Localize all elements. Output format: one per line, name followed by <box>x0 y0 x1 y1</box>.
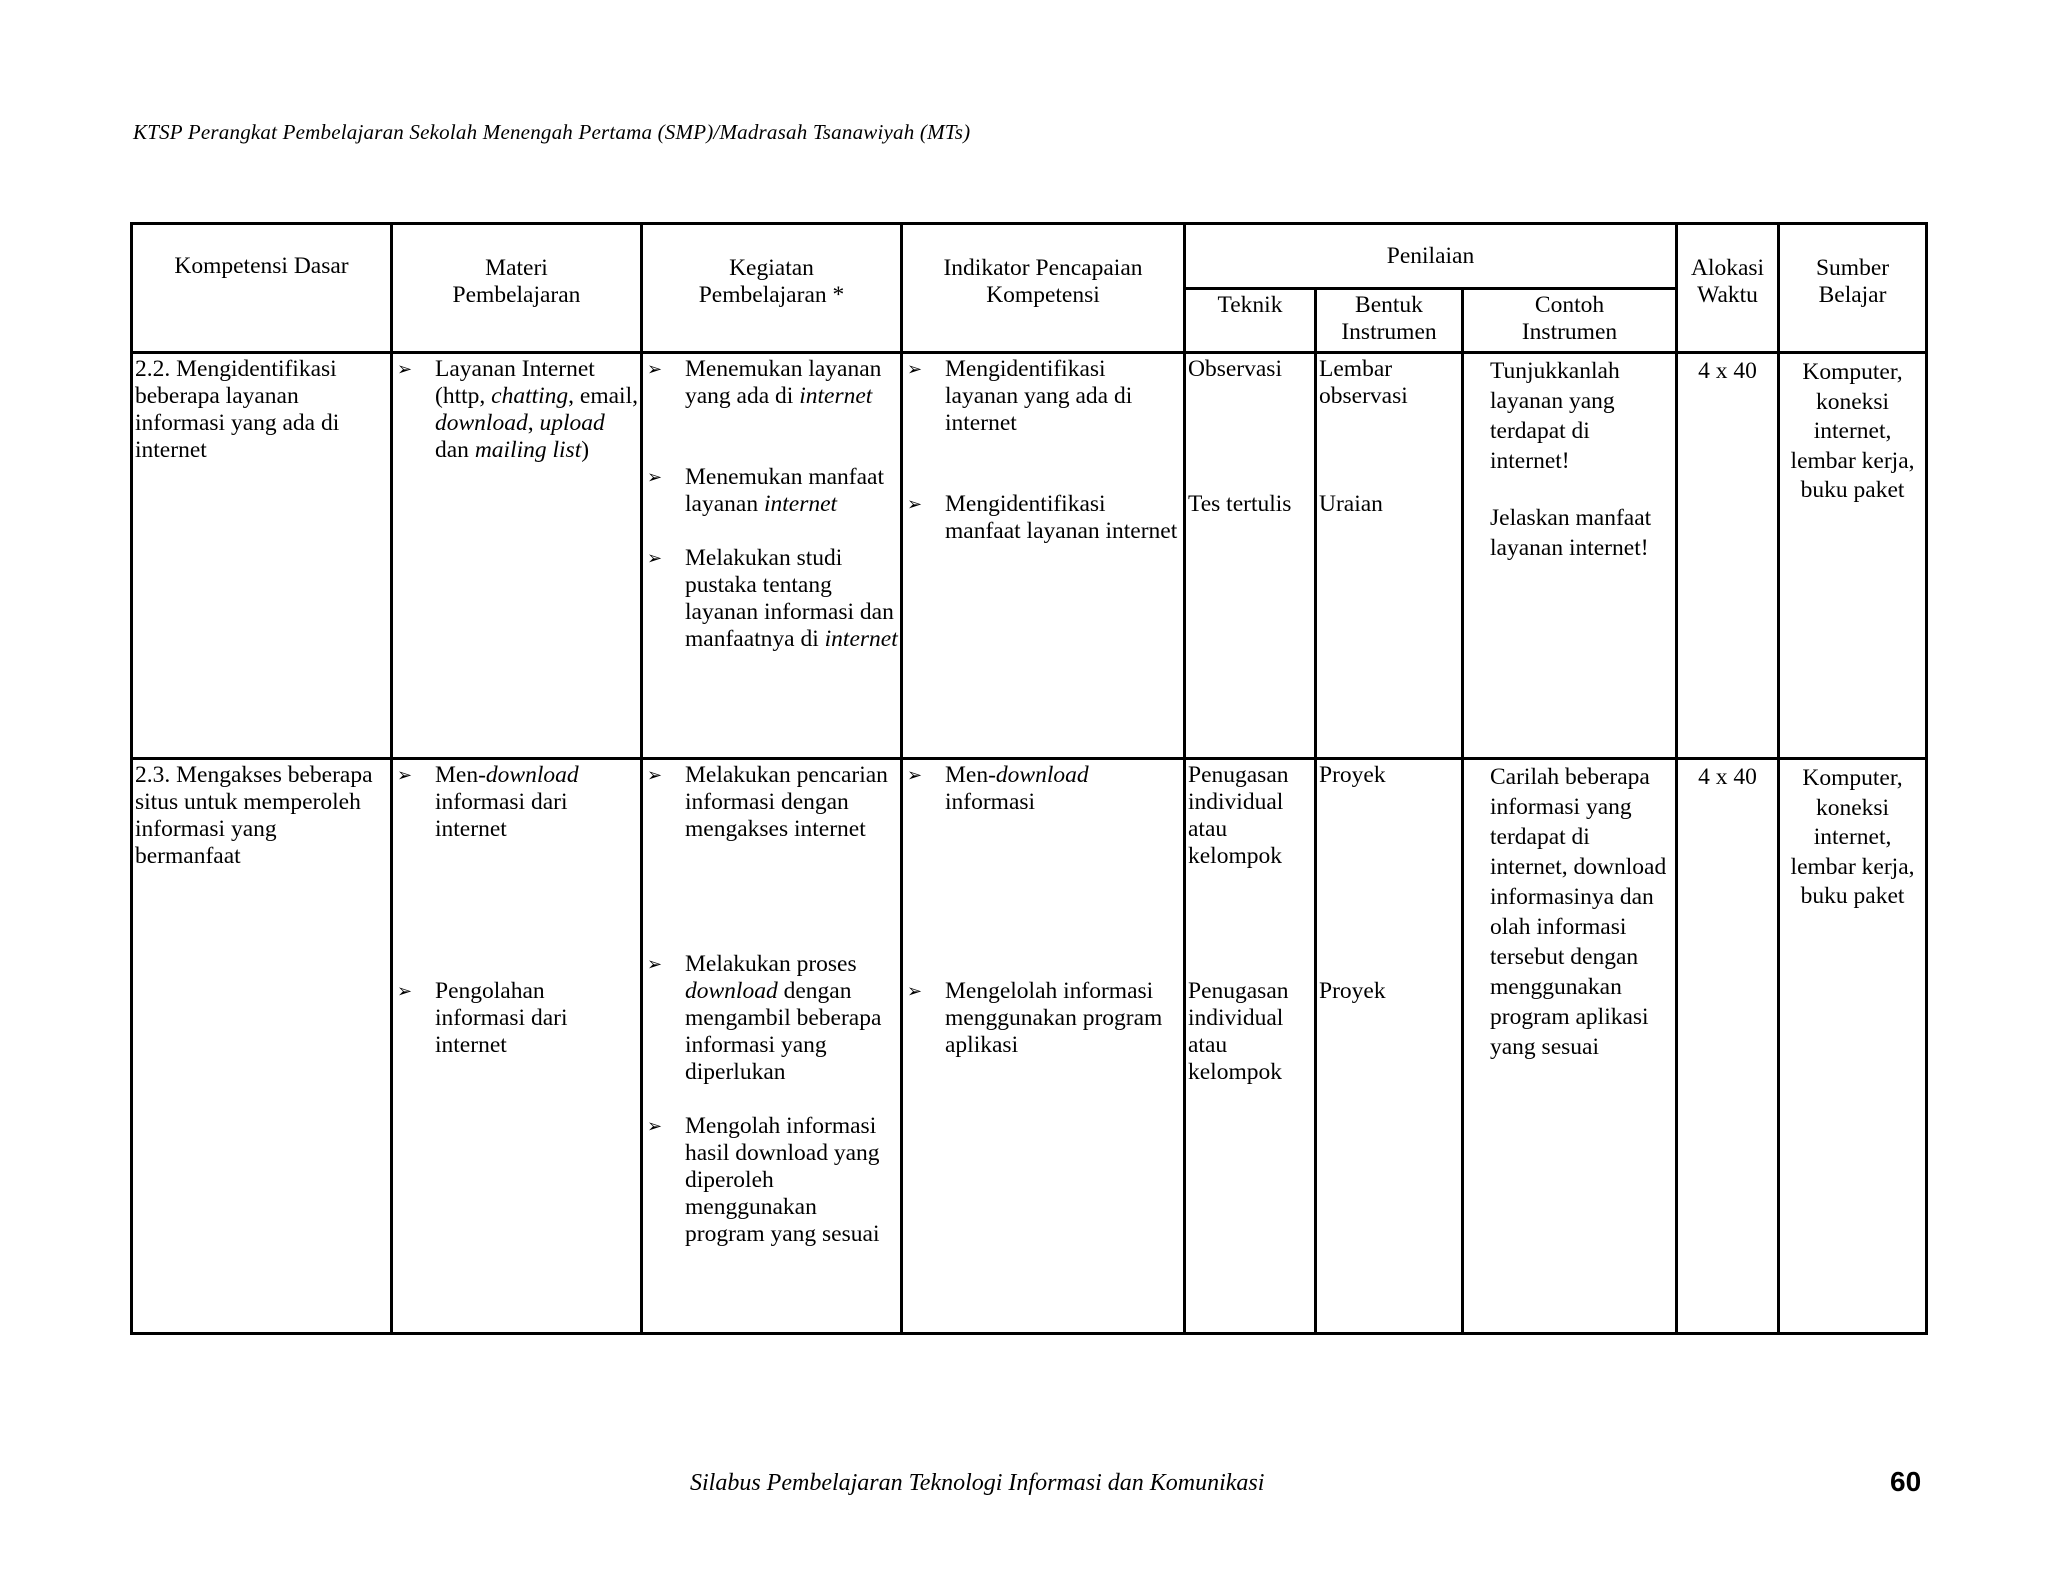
kegiatan-cell <box>642 759 902 1334</box>
bentuk-cell: Proyek Proyek <box>1316 759 1463 1334</box>
kompetensi-dasar-cell: 2.2. Mengidentifikasi beberapa layanan informasi yang ada di internet <box>132 353 392 759</box>
list-item: ➢ Layanan Internet (http, chatting, email, download, upload dan mailing list) <box>397 356 638 463</box>
list-item: ➢ Menemukan manfaat layanan internet <box>647 464 885 517</box>
sumber-cell: Komputer, koneksi internet, lembar kerja, buku paket <box>1779 353 1927 759</box>
header-materi: Materi Pembelajaran <box>392 224 642 353</box>
arrow-bullet-icon: ➢ <box>397 359 413 379</box>
arrow-bullet-icon: ➢ <box>647 954 663 974</box>
materi-cell <box>392 759 642 1334</box>
table-row <box>132 353 1927 759</box>
header-penilaian: Penilaian <box>1185 224 1677 289</box>
list-item: ➢ Mengolah informasi hasil download yang diperoleh menggunakan program yang sesuai <box>647 1113 880 1247</box>
list-item: ➢ Mengelolah informasi menggunakan program aplikasi <box>907 978 1163 1058</box>
contoh-cell: Tunjukkanlah layanan yang terdapat di internet! Jelaskan manfaat layanan internet! <box>1463 353 1677 759</box>
footer-title: Silabus Pembelajaran Teknologi Informasi dan Komunikasi <box>690 1470 1265 1496</box>
table-row <box>132 759 1927 1334</box>
list-item: ➢ Mengidentifikasi layanan yang ada di internet <box>907 356 1133 436</box>
alokasi-cell: 4 x 40 <box>1677 759 1779 1334</box>
sumber-cell: Komputer, koneksi internet, lembar kerja, buku paket <box>1779 759 1927 1334</box>
arrow-bullet-icon: ➢ <box>907 359 923 379</box>
list-item: ➢ Men-download informasi dari internet <box>397 762 579 842</box>
header-teknik: Teknik <box>1185 289 1316 353</box>
page-number: 60 <box>1890 1466 1922 1497</box>
list-item: ➢ Melakukan proses download dengan mengambil beberapa informasi yang diperlukan <box>647 951 882 1085</box>
header-indikator: Indikator Pencapaian Kompetensi <box>902 224 1185 353</box>
header-contoh: Contoh Instrumen <box>1463 289 1677 353</box>
arrow-bullet-icon: ➢ <box>647 548 663 568</box>
arrow-bullet-icon: ➢ <box>647 1116 663 1136</box>
header-sumber: Sumber Belajar <box>1779 224 1927 353</box>
list-item: ➢ Pengolahan informasi dari internet <box>397 978 568 1058</box>
list-item: ➢ Men-download informasi <box>907 762 1089 815</box>
alokasi-cell: 4 x 40 <box>1677 353 1779 759</box>
list-item: ➢ Menemukan layanan yang ada di internet <box>647 356 882 409</box>
arrow-bullet-icon: ➢ <box>397 981 413 1001</box>
teknik-cell: Penugasan individual atau kelompok Penugasan individual atau kelompok <box>1185 759 1316 1334</box>
arrow-bullet-icon: ➢ <box>647 359 663 379</box>
header-kompetensi-dasar: Kompetensi Dasar <box>132 224 392 353</box>
syllabus-table <box>130 222 1928 1335</box>
kegiatan-cell <box>642 353 902 759</box>
header-alokasi: Alokasi Waktu <box>1677 224 1779 353</box>
materi-cell <box>392 353 642 759</box>
arrow-bullet-icon: ➢ <box>647 467 663 487</box>
arrow-bullet-icon: ➢ <box>647 765 663 785</box>
bentuk-cell: Lembar observasi Uraian <box>1316 353 1463 759</box>
kompetensi-dasar-cell: 2.3. Mengakses beberapa situs untuk memperoleh informasi yang bermanfaat <box>132 759 392 1334</box>
running-header: KTSP Perangkat Pembelajaran Sekolah Menengah Pertama (SMP)/Madrasah Tsanawiyah (MTs) <box>133 120 971 144</box>
list-item: ➢ Melakukan pencarian informasi dengan mengakses internet <box>647 762 888 842</box>
arrow-bullet-icon: ➢ <box>907 981 923 1001</box>
contoh-cell: Carilah beberapa informasi yang terdapat di internet, download informasinya dan olah informasi tersebut dengan menggunakan program aplikasi yang sesuai <box>1463 759 1677 1334</box>
indikator-cell <box>902 759 1185 1334</box>
arrow-bullet-icon: ➢ <box>907 494 923 514</box>
list-item: ➢ Melakukan studi pustaka tentang layanan informasi dan manfaatnya di internet <box>647 545 898 652</box>
arrow-bullet-icon: ➢ <box>397 765 413 785</box>
arrow-bullet-icon: ➢ <box>907 765 923 785</box>
header-kegiatan: Kegiatan Pembelajaran * <box>642 224 902 353</box>
header-row-top <box>132 224 1927 289</box>
header-bentuk: Bentuk Instrumen <box>1316 289 1463 353</box>
list-item: ➢ Mengidentifikasi manfaat layanan internet <box>907 491 1178 544</box>
indikator-cell <box>902 353 1185 759</box>
teknik-cell: Observasi Tes tertulis <box>1185 353 1316 759</box>
